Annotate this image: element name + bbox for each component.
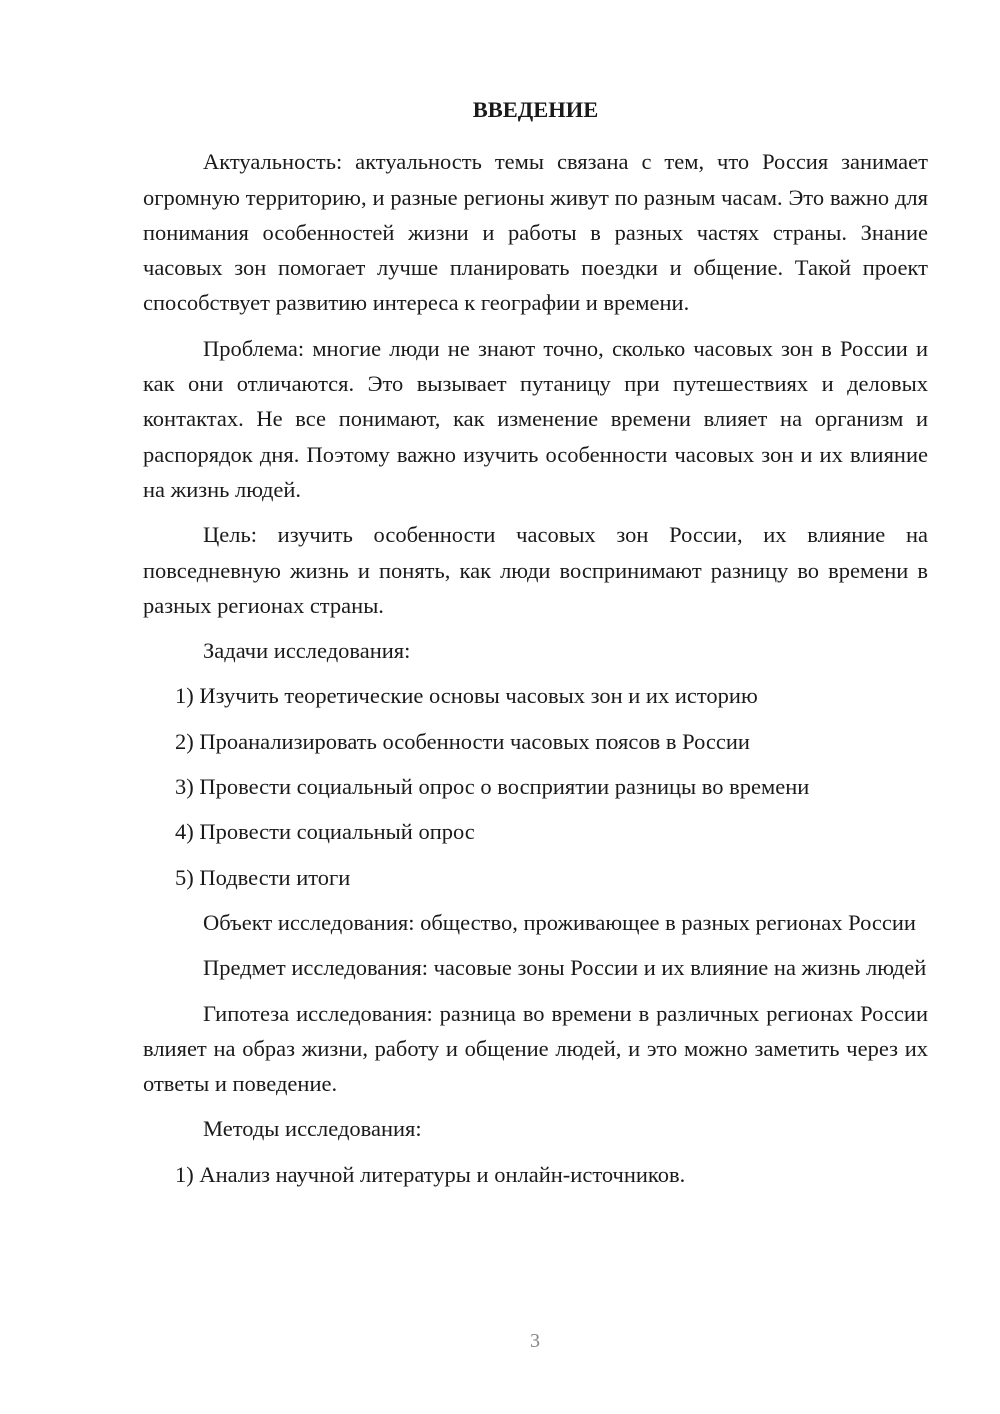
task-item-2: 2) Проанализировать особенности часовых поясов в России xyxy=(175,728,750,754)
method-item-1: 1) Анализ научной литературы и онлайн-источников. xyxy=(175,1161,686,1187)
paragraph-goal: Цель: изучить особенности часовых зон России, их влияние на повседневную жизнь и понять, как люди воспринимают разницу во времени в разных регионах страны. xyxy=(143,522,928,618)
paragraph-problem: Проблема: многие люди не знают точно, сколько часовых зон в России и как они отличаются. Это вызывает путаницу при путешествиях и деловых контактах. Не все понимают, как изменение времени влияет на организм и распорядок дня. Поэтому важно изучить особенности часовых зон и их влияние на жизнь людей. xyxy=(143,335,928,502)
methods-heading: Методы исследования: xyxy=(203,1116,422,1142)
paragraph-relevance: Актуальность: актуальность темы связана с тем, что Россия занимает огромную территорию, и разные регионы живут по разным часам. Это важно для понимания особенностей жизни и работы в разных частях страны. Знание часовых зон помогает лучше планировать поездки и общение. Такой проект способствует развитию интереса к географии и времени. xyxy=(143,149,928,316)
paragraph-object: Объект исследования: общество, проживающее в разных регионах России xyxy=(203,909,916,935)
page-number: 3 xyxy=(530,1330,540,1352)
tasks-heading: Задачи исследования: xyxy=(203,638,411,664)
paragraph-subject: Предмет исследования: часовые зоны России и их влияние на жизнь людей xyxy=(203,955,927,981)
task-item-5: 5) Подвести итоги xyxy=(175,864,351,890)
section-title: ВВЕДЕНИЕ xyxy=(472,97,599,122)
paragraph-hypothesis: Гипотеза исследования: разница во времени в различных регионах России влияет на образ жизни, работу и общение людей, и это можно заметить через их ответы и поведение. xyxy=(143,1000,928,1097)
task-item-1: 1) Изучить теоретические основы часовых зон и их историю xyxy=(175,683,758,709)
task-item-4: 4) Провести социальный опрос xyxy=(175,819,475,845)
document-page xyxy=(143,92,928,1202)
task-item-3: 3) Провести социальный опрос о восприятии разницы во времени xyxy=(175,774,810,800)
